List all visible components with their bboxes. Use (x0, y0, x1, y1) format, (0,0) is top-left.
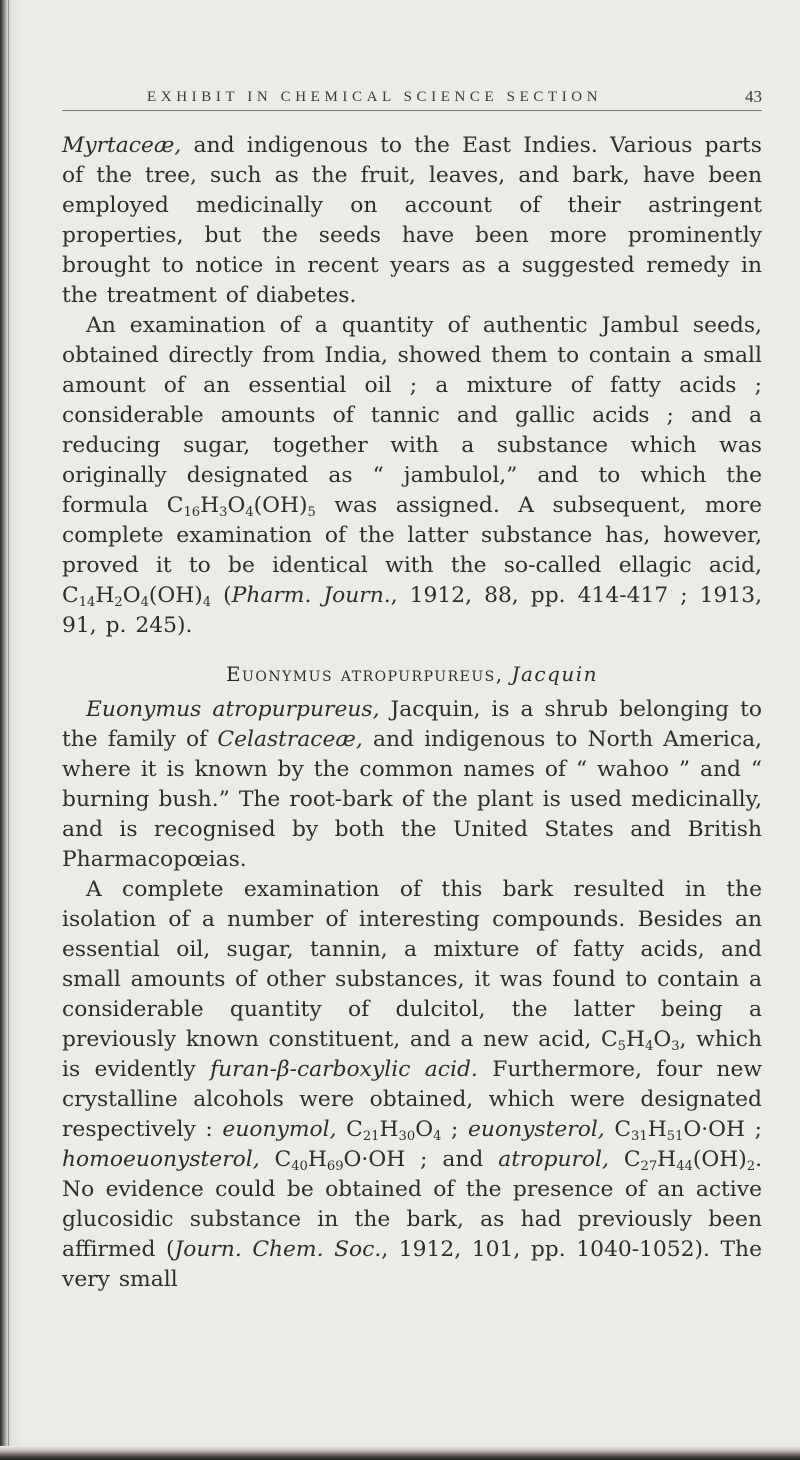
page-bottom-edge (0, 1446, 800, 1460)
paragraph-jambul-examination: An examination of a quantity of authentic Jambul seeds, obtained directly from India, showed them to contain a small amount of an essential oil ; a mixture of fatty acids ; considerable amounts of tannic and gallic acids ; and a reducing sugar, together with a substance which was originally designated as “ jambulol,” and to which the formula $C_{16}H_3O_4(OH)_5$ was assigned. A subsequent, more complete examination of the latter substance has, however, proved it to be identical with the so-called ellagic acid, $C_{14}H_2O_4(OH)_4$ (Pharm. Journ., 1912, 88, pp. 414-417 ; 1913, 91, p. 245). (62, 313, 762, 638)
book-gutter-shadow (0, 0, 22, 1460)
section-heading-author: Jacquin (511, 662, 599, 686)
running-header (62, 80, 762, 111)
page-number: 43 (745, 87, 762, 106)
section-heading-title: Euonymus atropurpureus, (225, 662, 504, 686)
paragraph-euonymus-description: Euonymus atropurpureus, Jacquin, is a shrub belonging to the family of Celastraceæ, and indigenous to North America, where it is known by the common names of “ wahoo ” and “ burning bush.” The root-bark of the plant is used medicinally, and is recognised by both the United States and British Pharmacopœias. (62, 697, 762, 872)
body-text (62, 131, 762, 1295)
book-page (62, 80, 762, 1295)
paragraph-myrtaceae: Myrtaceæ, and indigenous to the East Indies. Various parts of the tree, such as the fruit, leaves, and bark, have been employed medicinally on account of their astringent properties, but the seeds have been more prominently brought to notice in recent years as a suggested remedy in the treatment of diabetes. (62, 133, 762, 308)
paragraph-bark-examination: A complete examination of this bark resulted in the isolation of a number of interesting compounds. Besides an essential oil, sugar, tannin, a mixture of fatty acids, and small amounts of other substances, it was found to contain a considerable quantity of dulcitol, the latter being a previously known constituent, and a new acid, $C_5H_4O_3$, which is evidently furan-β-carboxylic acid. Furthermore, four new crystalline alcohols were obtained, which were designated respectively : euonymol, $C_{21}H_{30}O_4$ ; euonysterol, $C_{31}H_{51}O\cdot OH$ ; homoeuonysterol, $C_{40}H_{69}O\cdot OH$ ; and atropurol, $C_{27}H_{44}(OH)_2$. No evidence could be obtained of the presence of an active glucosidic substance in the bark, as had previously been affirmed (Journ. Chem. Soc., 1912, 101, pp. 1040-1052). The very small (62, 877, 763, 1292)
section-heading (62, 662, 762, 686)
running-title: EXHIBIT IN CHEMICAL SCIENCE SECTION (147, 89, 603, 105)
